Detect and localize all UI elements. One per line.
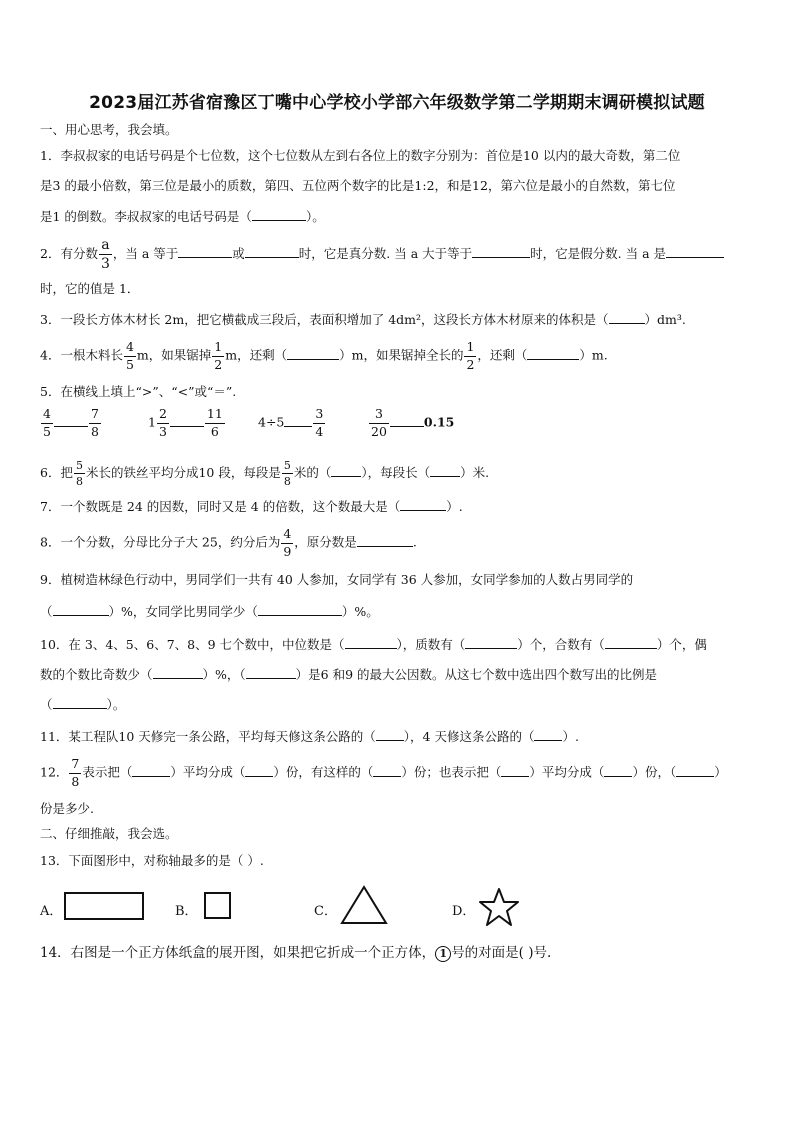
answer-blank[interactable] xyxy=(527,347,579,360)
page-title: 2023届江苏省宿豫区丁嘴中心学校小学部六年级数学第二学期期末调研模拟试题 xyxy=(89,93,705,113)
question-2-line-1: 2．有分数 $\frac{a}{3}$ ，当 a 等于 或 时，它是真分数. 当 a 大于等于 时，它是假分数. 当 a 是 xyxy=(40,238,724,271)
answer-blank[interactable] xyxy=(258,603,342,616)
answer-blank[interactable] xyxy=(390,414,424,427)
answer-blank[interactable] xyxy=(53,603,109,616)
answer-blank[interactable] xyxy=(245,245,299,258)
answer-blank[interactable] xyxy=(153,666,203,679)
circled-number-one: 1 xyxy=(435,946,451,962)
fraction: $\frac{3}{20}$ xyxy=(371,406,387,439)
fraction: $\frac{7}{8}$ xyxy=(71,756,80,789)
answer-blank[interactable] xyxy=(284,414,312,427)
section-2-heading: 二、仔细推敲，我会选。 xyxy=(40,826,178,841)
answer-blank[interactable] xyxy=(534,728,562,741)
answer-blank[interactable] xyxy=(465,636,517,649)
question-2-line-2: 时，它的值是 1． xyxy=(40,281,140,296)
fraction: $\frac{1}{2}$ xyxy=(466,339,475,372)
question-1-line-2: 是3 的最小倍数，第三位是最小的质数，第四、五位两个数字的比是1:2，和是12，第六位是最小的自然数，第七位 xyxy=(40,178,676,193)
fraction: $\frac{3}{4}$ xyxy=(315,406,324,439)
square-shape xyxy=(204,892,231,919)
question-12-line-1: 12． $\frac{7}{8}$ 表示把（ ）平均分成（ ）份，有这样的（ ）份；也表示把（ ）平均分成（ ）份，（ ） xyxy=(40,756,727,789)
answer-blank[interactable] xyxy=(376,728,404,741)
question-10-line-3: （ ）。 xyxy=(40,697,126,712)
question-13: 13．下面图形中，对称轴最多的是（ ）. xyxy=(40,853,264,868)
answer-blank[interactable] xyxy=(357,534,413,547)
question-10-line-1: 10．在 3、4、5、6、7、8、9 七个数中，中位数是（ ），质数有（ ）个，合数有（ ）个，偶 xyxy=(40,637,707,652)
question-5: 5．在横线上填上“>”、“<”或“＝”. xyxy=(40,384,237,399)
question-10-line-2: 数的个数比奇数少（ ）%，（ ）是6 和9 的最大公因数。从这七个数中选出四个数写出的比例是 xyxy=(40,667,658,682)
answer-blank[interactable] xyxy=(666,245,724,258)
option-b-label[interactable]: B． xyxy=(175,904,198,919)
answer-blank[interactable] xyxy=(609,311,645,324)
answer-blank[interactable] xyxy=(345,636,397,649)
answer-blank[interactable] xyxy=(373,764,401,777)
question-8: 8．一个分数，分母比分子大 25，约分后为 $\frac{4}{9}$ ，原分数是 . xyxy=(40,526,417,559)
answer-blank[interactable] xyxy=(605,636,657,649)
fraction: $\frac{5}{8}$ xyxy=(75,459,83,488)
option-d-label[interactable]: D． xyxy=(452,904,476,919)
question-11: 11．某工程队10 天修完一条公路，平均每天修这条公路的（ ），4 天修这条公路的（ ）. xyxy=(40,729,579,744)
answer-blank[interactable] xyxy=(604,764,632,777)
fraction: $\frac{4}{5}$ xyxy=(125,339,134,372)
question-14: 14．右图是一个正方体纸盒的展开图，如果把它折成一个正方体， 1 号的对面是( )号. xyxy=(40,945,552,961)
question-4: 4．一根木料长 $\frac{4}{5}$ m，如果锯掉 $\frac{1}{2}$ m，还剩（ ）m，如果锯掉全长的 $\frac{1}{2}$ ，还剩（ ）m. xyxy=(40,339,608,372)
question-9-line-1: 9．植树造林绿色行动中，男同学们一共有 40 人参加，女同学有 36 人参加，女同学参加的人数占男同学的 xyxy=(40,572,634,587)
answer-blank[interactable] xyxy=(54,414,88,427)
question-5-item-1 xyxy=(40,408,102,438)
answer-blank[interactable] xyxy=(501,764,529,777)
question-6: 6．把 $\frac{5}{8}$ 米长的铁丝平均分成10 段，每段是 $\frac{5}{8}$ 米的（ ），每段长（ ）米. xyxy=(40,459,490,488)
answer-blank[interactable] xyxy=(178,245,232,258)
answer-blank[interactable] xyxy=(132,764,170,777)
question-12-line-2: 份是多少. xyxy=(40,801,94,816)
star-shape xyxy=(478,887,520,927)
question-7: 7．一个数既是 24 的因数，同时又是 4 的倍数，这个数最大是（ ）. xyxy=(40,499,463,514)
question-1-line-1: 1．李叔叔家的电话号码是个七位数，这个七位数从左到右各位上的数字分别为：首位是10 以内的最大奇数，第二位 xyxy=(40,148,681,163)
answer-blank[interactable] xyxy=(287,347,339,360)
answer-blank[interactable] xyxy=(331,464,361,477)
rectangle-shape xyxy=(64,892,144,920)
fraction: $\frac{5}{8}$ xyxy=(283,459,291,488)
fraction: $\frac{11}{6}$ xyxy=(206,406,223,439)
answer-blank[interactable] xyxy=(170,414,204,427)
fraction: $\frac{4}{5}$ xyxy=(43,406,51,439)
answer-blank[interactable] xyxy=(53,696,107,709)
fraction: $\frac{4}{9}$ xyxy=(283,526,292,559)
answer-blank[interactable] xyxy=(676,764,714,777)
answer-blank[interactable] xyxy=(246,666,296,679)
question-1-line-3: 是1 的倒数。李叔叔家的电话号码是（ ）。 xyxy=(40,209,325,224)
question-5-item-3: 4÷5 $\frac{3}{4}$ xyxy=(258,406,324,439)
question-9-line-2: （ ）%，女同学比男同学少（ ）%。 xyxy=(40,604,379,619)
section-1-heading: 一、用心思考，我会填。 xyxy=(40,122,178,137)
question-5-item-4: $\frac{3}{20}$ 0.15 xyxy=(371,406,455,439)
question-5-item-2: 1 $\frac{2}{3}$ $\frac{11}{6}$ xyxy=(148,406,223,439)
triangle-shape xyxy=(340,885,388,925)
answer-blank[interactable] xyxy=(252,208,306,221)
option-a-label[interactable]: A． xyxy=(40,904,63,919)
answer-blank[interactable] xyxy=(430,464,460,477)
answer-blank[interactable] xyxy=(245,764,273,777)
fraction: $\frac{2}{3}$ xyxy=(158,406,167,439)
answer-blank[interactable] xyxy=(472,245,530,258)
fraction: $\frac{7}{8}$ xyxy=(90,406,99,439)
fraction-a-over-3: $\frac{a}{3}$ xyxy=(100,237,110,272)
option-c-label[interactable]: C． xyxy=(314,904,337,919)
fraction: $\frac{1}{2}$ xyxy=(214,339,223,372)
answer-blank[interactable] xyxy=(400,498,446,511)
question-3: 3．一段长方体木材长 2m，把它横截成三段后，表面积增加了 4dm²，这段长方体木材原来的体积是（ ）dm³. xyxy=(40,312,686,327)
